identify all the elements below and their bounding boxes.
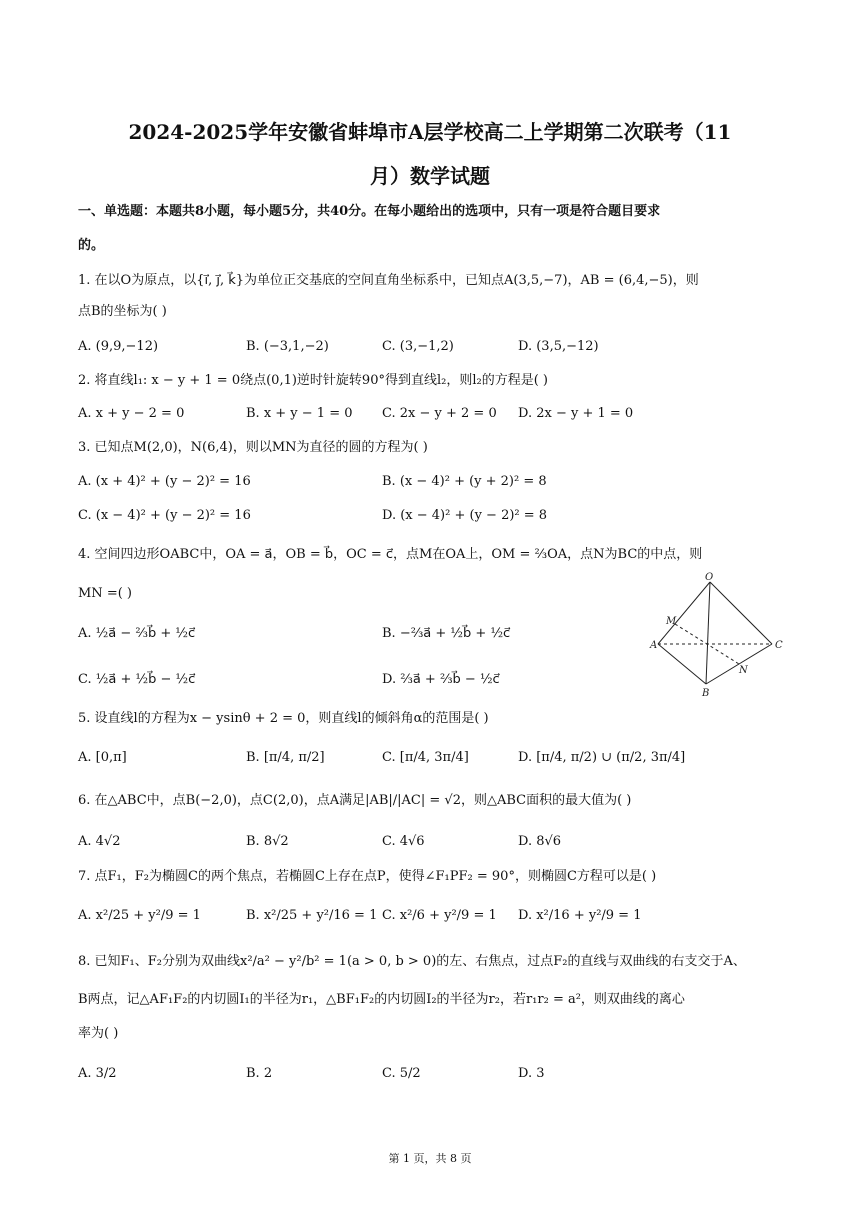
q1-stem-line1: 1. 在以O为原点，以{i⃗, j⃗, k⃗}为单位正交基底的空间直角坐标系中，已知点A(3,5,−7)，AB = (6,4,−5)，则: [78, 273, 699, 288]
q6-stem-line1: 6. 在△ABC中，点B(−2,0)，点C(2,0)，点A满足|AB|/|AC| = √2，则△ABC面积的最大值为( ): [78, 793, 632, 808]
section-header-line1: 一、单选题：本题共8小题，每小题5分，共40分。在每小题给出的选项中，只有一项是符合题目要求: [78, 204, 661, 219]
q1-stem-line2: 点B的坐标为( ): [78, 304, 167, 319]
figure-label-a: A: [650, 640, 658, 651]
q3-stem-line1: 3. 已知点M(2,0)，N(6,4)，则以MN为直径的圆的方程为( ): [78, 440, 428, 455]
q4-stem-line2: MN =( ): [78, 586, 132, 601]
figure-label-b: B: [702, 688, 710, 698]
q3-option-d: D. (x − 4)² + (y − 2)² = 8: [382, 508, 548, 523]
q8-option-d: D. 3: [518, 1066, 545, 1081]
q8-option-b: B. 2: [246, 1066, 273, 1081]
q6-option-c: C. 4√6: [382, 834, 425, 849]
q2-option-c: C. 2x − y + 2 = 0: [382, 406, 497, 421]
section-header-line2: 的。: [78, 238, 105, 253]
q7-stem-line1: 7. 点F₁，F₂为椭圆C的两个焦点，若椭圆C上存在点P，使得∠F₁PF₂ = 90°，则椭圆C方程可以是( ): [78, 869, 657, 884]
q7-option-d: D. x²/16 + y²/9 = 1: [518, 908, 642, 923]
q8-option-c: C. 5/2: [382, 1066, 421, 1081]
q4-stem-line1: 4. 空间四边形OABC中，OA = a⃗，OB = b⃗，OC = c⃗，点M在OA上，OM = ⅔OA，点N为BC的中点，则: [78, 547, 703, 562]
q4-option-a: A. ½a⃗ − ⅔b⃗ + ½c⃗: [78, 626, 196, 641]
q2-option-a: A. x + y − 2 = 0: [78, 406, 185, 421]
exam-title-line2: 月）数学试题: [370, 164, 490, 188]
q2-option-d: D. 2x − y + 1 = 0: [518, 406, 634, 421]
q2-stem-line1: 2. 将直线l₁: x − y + 1 = 0绕点(0,1)逆时针旋转90°得到直线l₂，则l₂的方程是( ): [78, 373, 548, 388]
q3-option-a: A. (x + 4)² + (y − 2)² = 16: [78, 474, 251, 489]
q5-option-b: B. [π/4, π/2]: [246, 750, 325, 765]
q3-option-c: C. (x − 4)² + (y − 2)² = 16: [78, 508, 251, 523]
q8-stem-line2: B两点，记△AF₁F₂的内切圆I₁的半径为r₁，△BF₁F₂的内切圆I₂的半径为r₂，若r₁r₂ = a²，则双曲线的离心: [78, 992, 685, 1007]
q5-option-c: C. [π/4, 3π/4]: [382, 750, 469, 765]
q2-option-b: B. x + y − 1 = 0: [246, 406, 353, 421]
q6-option-b: B. 8√2: [246, 834, 289, 849]
q8-option-a: A. 3/2: [78, 1066, 117, 1081]
q4-option-b: B. −⅔a⃗ + ½b⃗ + ½c⃗: [382, 626, 511, 641]
q5-option-a: A. [0,π]: [78, 750, 127, 765]
q6-option-a: A. 4√2: [78, 834, 121, 849]
q1-option-c: C. (3,−1,2): [382, 339, 454, 354]
q5-stem-line1: 5. 设直线l的方程为x − ysinθ + 2 = 0，则直线l的倾斜角α的范围是( ): [78, 711, 489, 726]
q8-stem-line3: 率为( ): [78, 1026, 119, 1041]
q1-option-b: B. (−3,1,−2): [246, 339, 329, 354]
q6-option-d: D. 8√6: [518, 834, 562, 849]
q8-stem-line1: 8. 已知F₁、F₂分别为双曲线x²/a² − y²/b² = 1(a > 0, b > 0)的左、右焦点，过点F₂的直线与双曲线的右支交于A、: [78, 954, 746, 969]
q7-option-c: C. x²/6 + y²/9 = 1: [382, 908, 497, 923]
figure-label-c: C: [775, 640, 783, 651]
q3-option-b: B. (x − 4)² + (y + 2)² = 8: [382, 474, 547, 489]
figure-label-n: N: [739, 665, 748, 676]
q7-option-a: A. x²/25 + y²/9 = 1: [78, 908, 201, 923]
page-footer: 第 1 页，共 8 页: [388, 1152, 472, 1165]
q1-option-d: D. (3,5,−12): [518, 339, 599, 354]
tetrahedron-figure: [648, 572, 798, 698]
figure-label-m: M: [666, 616, 677, 627]
q1-option-a: A. (9,9,−12): [78, 339, 159, 354]
q7-option-b: B. x²/25 + y²/16 = 1: [246, 908, 378, 923]
q4-option-c: C. ½a⃗ + ½b⃗ − ½c⃗: [78, 672, 196, 687]
figure-label-o: O: [705, 572, 714, 583]
q5-option-d: D. [π/4, π/2) ∪ (π/2, 3π/4]: [518, 750, 686, 765]
q4-option-d: D. ⅔a⃗ + ⅔b⃗ − ½c⃗: [382, 672, 500, 687]
exam-title-line1: 2024-2025学年安徽省蚌埠市A层学校高二上学期第二次联考（11: [128, 120, 732, 144]
